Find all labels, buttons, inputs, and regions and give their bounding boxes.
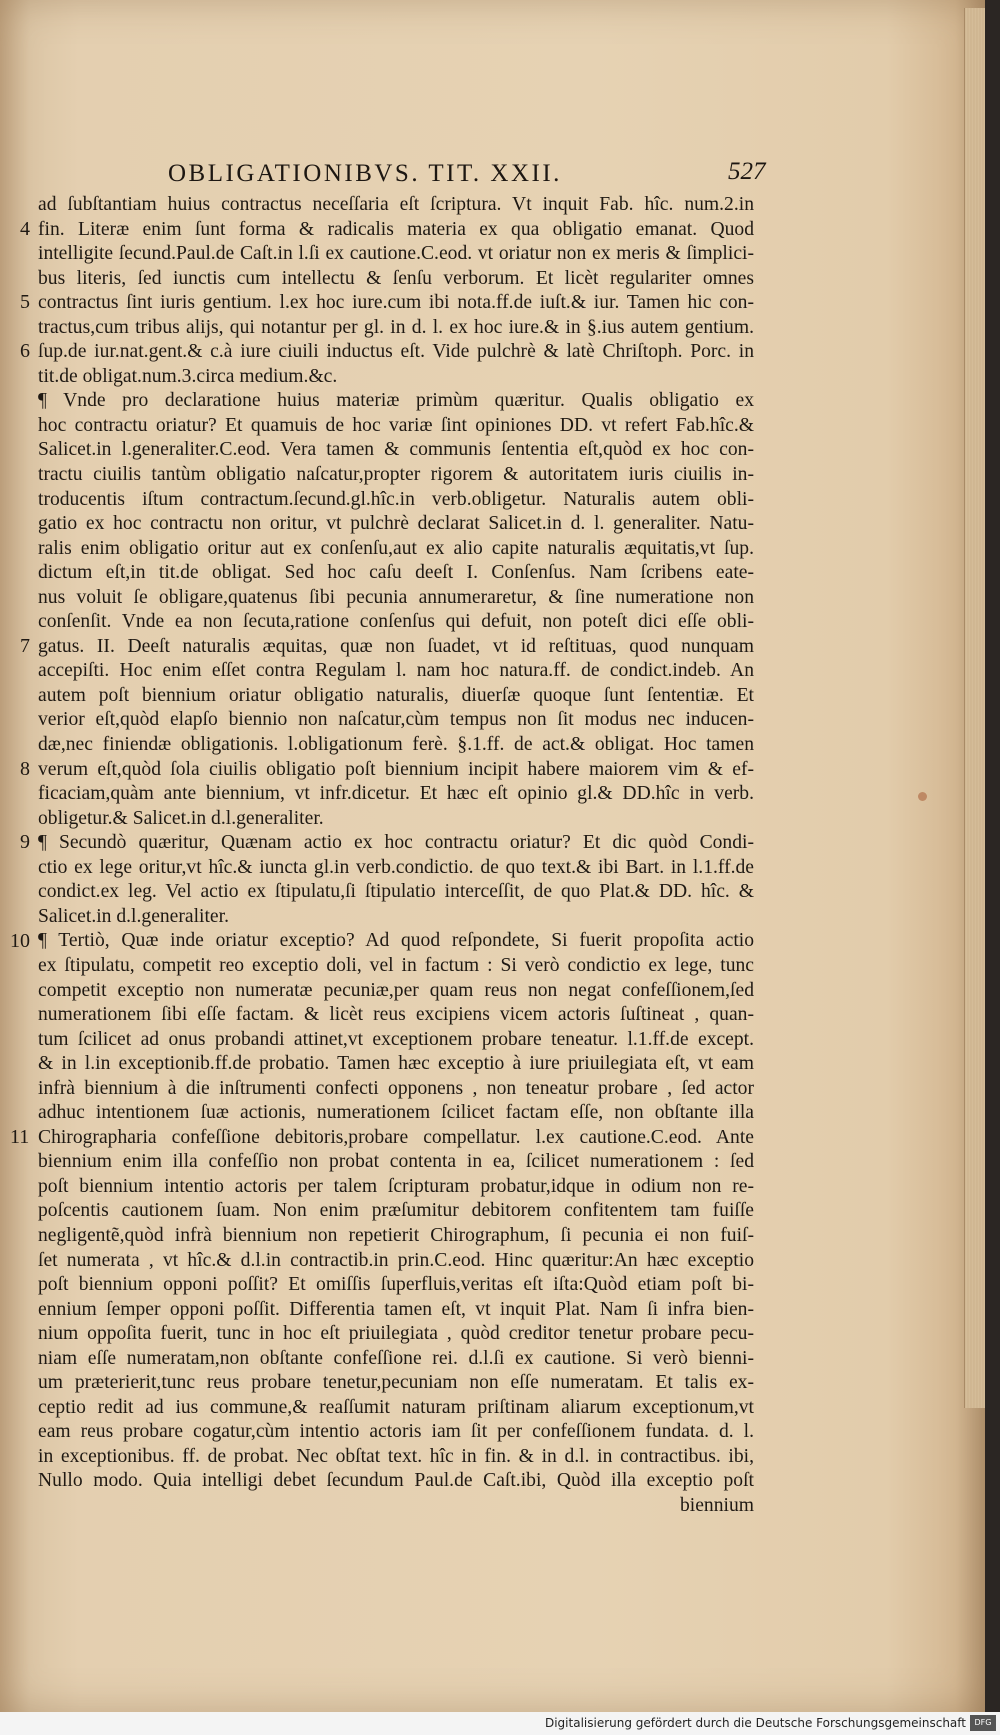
running-header: OBLIGATIONIBVS. TIT. XXII. — [168, 160, 562, 187]
text-line: bus literis, ſed iunctis cum intellectu & ſenſu verborum. Et licèt regulariter omnes — [38, 267, 754, 289]
text-line: verum eſt,quòd ſola ciuilis obligatio poſt biennium incipit habere maiorem vim & ef- — [38, 758, 754, 780]
text-line: Salicet.in l.generaliter.C.eod. Vera tamen & communis ſententia eſt,quòd ex hoc con- — [38, 439, 754, 461]
text-line: eam reus probare cogatur,cùm intentio actoris iam ſit per confeſſionem fundata. d. l. — [38, 1421, 754, 1443]
text-line: verior eſt,quòd elapſo biennio non naſcatur,cùm tempus non ſit modus nec inducen- — [38, 709, 754, 731]
text-line: nus voluit ſe obligare,quatenus ſibi pecunia annumeraretur, & ſine numeratione non — [38, 586, 754, 608]
footer-bar — [0, 1712, 1000, 1735]
text-line: dictum eſt,in tit.de obligat. Sed hoc caſu deeſt I. Conſenſus. Nam ſcribens eate- — [38, 562, 754, 584]
margin-number: 9 — [20, 831, 30, 854]
text-line: ex ſtipulatu, competit reo exceptio doli, vel in factum : Si verò condictio ex lege, tunc — [38, 954, 754, 976]
text-line: um præterierit,tunc reus probare tenetur,pecuniam non eſſe numeratam. Et talis ex- — [38, 1372, 754, 1394]
text-line: tractus,cum tribus alijs, qui notantur per gl. in d. l. ex hoc iure.& in §.ius autem gentium. — [38, 316, 754, 338]
text-line: nium oppoſita fuerit, tunc in hoc eſt priuilegiata , quòd creditor tenetur probare pecu- — [38, 1323, 754, 1345]
text-line: ¶ Vnde pro declaratione huius materiæ primùm quæritur. Qualis obligatio ex — [38, 390, 754, 412]
text-line: competit exceptio non numeratæ pecuniæ,per quam reus non negat confeſſionem,ſed — [38, 979, 754, 1001]
text-line: ralis enim obligatio oritur aut ex conſenſu,aut ex alio capite naturalis æquitatis,vt ſup. — [38, 537, 754, 559]
text-line: niam eſſe numeratam,non obſtante confeſſione rei. d.l.ſi ex cautione. Si verò bienni- — [38, 1347, 754, 1369]
text-line: ¶ Tertiò, Quæ inde oriatur exceptio? Ad quod reſpondete, Si fuerit propoſita actio — [38, 930, 754, 952]
text-line: ſup.de iur.nat.gent.& c.à iure ciuili inductus eſt. Vide pulchrè & latè Chriſtoph. Porc. in — [38, 341, 754, 363]
text-line: numerationem ſibi eſſe factam. & licèt reus excipiens vicem actoris ſuſtineat , quan- — [38, 1004, 754, 1026]
text-line: condict.ex leg. Vel actio ex ſtipulatu,ſi ſtipulatio interceſſit, de quo Plat.& DD. hîc. & — [38, 881, 754, 903]
text-line: infrà biennium à die inſtrumenti confecti opponens , non teneatur probare , ſed actor — [38, 1077, 754, 1099]
text-line: hoc contractu oriatur? Et quamuis de hoc variæ ſint opiniones DD. vt refert Fab.hîc.& — [38, 414, 754, 436]
text-line: poſt biennium intentio actoris per talem ſcripturam probatur,idque in odium non re- — [38, 1175, 754, 1197]
margin-number: 11 — [10, 1125, 30, 1148]
text-line: adhuc intentionem ſuæ actionis, numerationem ſcilicet factam eſſe, non obſtante illa — [38, 1102, 754, 1124]
text-line: poſt biennium opponi poſſit? Et omiſſis ſuperfluis,veritas eſt iſta:Quòd etiam poſt bi- — [38, 1274, 754, 1296]
page-number: 527 — [728, 158, 766, 185]
text-line: intelligite ſecund.Paul.de Caſt.in l.ſi ex cautione.C.eod. vt oriatur non ex meris & ſimplici- — [38, 243, 754, 265]
margin-number: 4 — [20, 217, 30, 240]
text-line: ennium ſemper opponi poſſit. Differentia tamen eſt, vt inquit Plat. Nam ſi infra bien- — [38, 1298, 754, 1320]
text-line: gatio ex hoc contractu non oritur, vt pulchrè declarat Salicet.in d. l. generaliter. Natu- — [38, 513, 754, 535]
text-line: ſet numerata , vt hîc.& d.l.in contractib.in prin.C.eod. Hinc quæritur:An hæc exceptio — [38, 1249, 754, 1271]
text-line: Salicet.in d.l.generaliter. — [38, 905, 229, 927]
text-line: biennium enim illa confeſſio non probat contenta in ea, ſcilicet numerationem : ſed — [38, 1151, 754, 1173]
margin-number: 8 — [20, 757, 30, 780]
footer-credit: Digitalisierung gefördert durch die Deutsche Forschungsgemeinschaft — [544, 1716, 966, 1730]
text-line: tractu ciuilis tantùm obligatio naſcatur,propter rigorem & autoritatem iuris ciuilis in- — [38, 464, 754, 486]
body-text — [10, 193, 754, 1519]
text-line: & in l.in exceptionib.ff.de probatio. Tamen hæc exceptio à iure priuilegiata eſt, vt eam — [38, 1053, 754, 1075]
text-line: ¶ Secundò quæritur, Quænam actio ex hoc contractu oriatur? Et dic quòd Condi- — [38, 832, 754, 854]
dfg-logo-icon: DFG — [970, 1715, 996, 1731]
text-line: biennium — [679, 1494, 754, 1516]
text-line: ceptio redit ad ius commune,& reaſſumit naturam priſtinam aliarum exceptionum,vt — [38, 1396, 754, 1418]
margin-number: 6 — [20, 340, 30, 363]
text-line: negligentẽ,quòd infrà biennium non repetierit Chirographum, ſi pecunia ei non fuiſ- — [38, 1224, 754, 1246]
text-line: in exceptionibus. ff. de probat. Nec obſtat text. hîc in fin. & in d.l. in contractibus. ibi, — [38, 1445, 754, 1467]
text-line: fin. Literæ enim ſunt forma & radicalis materia ex qua obligatio emanat. Quod — [38, 218, 754, 240]
text-line: tit.de obligat.num.3.circa medium.&c. — [38, 365, 338, 387]
text-line: ad ſubſtantiam huius contractus neceſſaria eſt ſcriptura. Vt inquit Fab. hîc. num.2.in — [38, 194, 754, 215]
stain-spot — [918, 792, 927, 801]
margin-number: 10 — [10, 929, 30, 952]
margin-number: 5 — [20, 291, 30, 314]
text-line: conſenſit. Vnde ea non ſecuta,ratione conſenſus qui defuit, non poteſt dici eſſe obli- — [38, 611, 754, 633]
text-line: Chirographaria confeſſione debitoris,probare compellatur. l.ex cautione.C.eod. Ante — [38, 1126, 754, 1148]
text-line: tum ſcilicet ad onus probandi attinet,vt exceptionem probare teneatur. l.1.ff.de except. — [38, 1028, 754, 1050]
text-line: autem poſt biennium oriatur obligatio naturalis, diuerſæ quoque ſunt ſententiæ. Et — [38, 684, 754, 706]
text-line: gatus. II. Deeſt naturalis æquitas, quæ non ſuadet, vt id reſtituas, quod nunquam — [38, 635, 754, 657]
text-line: poſcentis cautionem ſuam. Non enim præſumitur debitorem confitentem tam fuiſſe — [38, 1200, 754, 1222]
page-edges — [964, 8, 985, 1408]
text-line: obligetur.& Salicet.in d.l.generaliter. — [38, 807, 324, 829]
text-line: troducentis iſtum contractum.ſecund.gl.hîc.in verb.obligetur. Naturalis autem obli- — [38, 488, 754, 510]
text-line: ficaciam,quàm ante biennium, vt infr.dicetur. Et hæc eſt opinio gl.& DD.hîc in verb. — [38, 783, 754, 805]
text-line: Nullo modo. Quia intelligi debet ſecundum Paul.de Caſt.ibi, Quòd illa exceptio poſt — [38, 1470, 754, 1492]
text-line: accepiſti. Hoc enim eſſet contra Regulam l. nam hoc natura.ff. de condict.indeb. An — [38, 660, 754, 682]
text-line: ctio ex lege oritur,vt hîc.& iuncta gl.in verb.condictio. de quo text.& ibi Bart. in l.1.ff.de — [38, 856, 754, 878]
margin-number: 7 — [20, 634, 30, 657]
text-line: contractus ſint iuris gentium. l.ex hoc iure.cum ibi nota.ff.de iuſt.& iur. Tamen hic con- — [38, 292, 754, 314]
text-line: dæ,nec finiendæ obligationis. l.obligationum ferè. §.1.ff. de act.& obligat. Hoc tamen — [38, 734, 754, 756]
